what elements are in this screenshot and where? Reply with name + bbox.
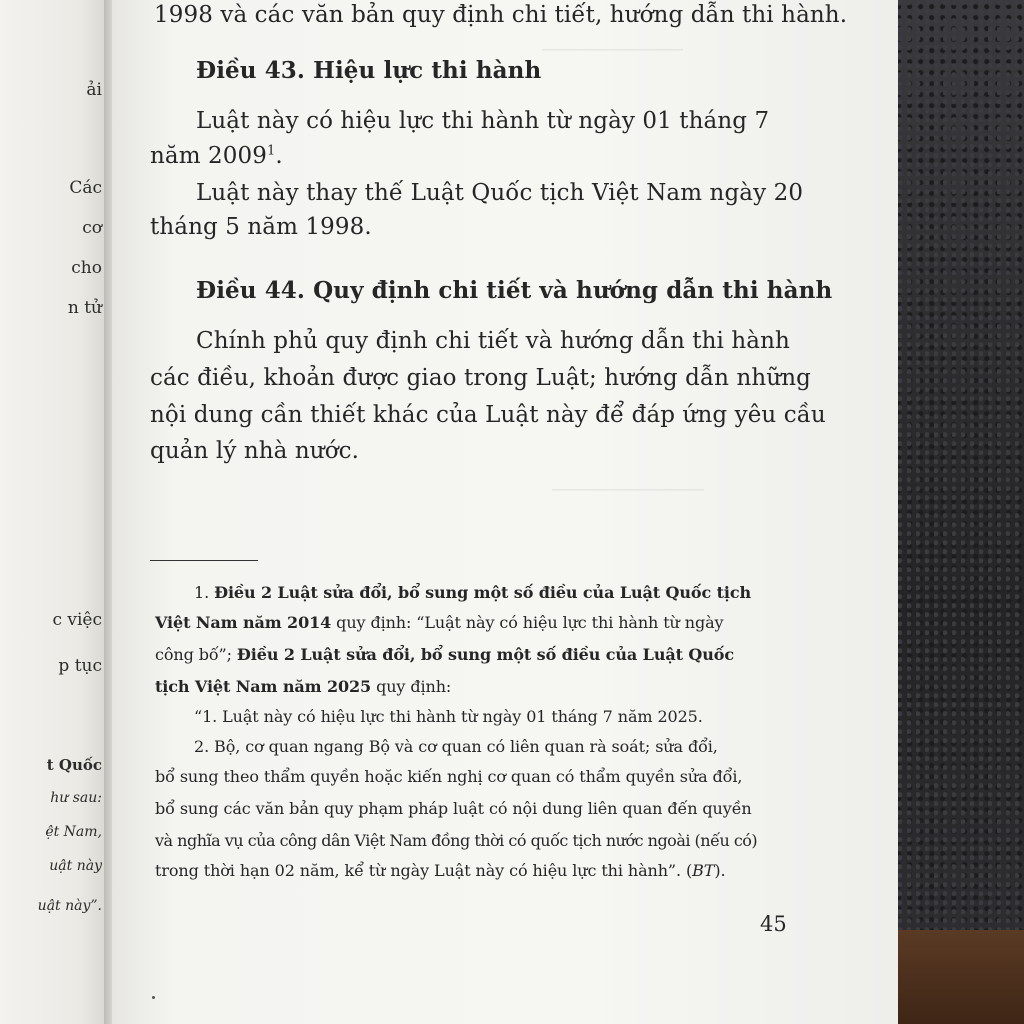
footnote-marker: 1	[266, 143, 276, 159]
footnote-text: ).	[714, 861, 726, 880]
article-43-text: tháng 5 năm 1998.	[150, 214, 372, 240]
left-page-text-fragment: t Quốc	[46, 756, 102, 774]
footnote-bold-text: tịch Việt Nam năm 2025	[155, 677, 372, 696]
article-43-text: Luật này thay thế Luật Quốc tịch Việt Nam ngày 20	[196, 180, 804, 206]
article-43-text-part: năm 2009	[150, 143, 267, 169]
continued-text-line: 1998 và các văn bản quy định chi tiết, hướng dẫn thi hành.	[154, 2, 848, 28]
footnote-line: bổ sung theo thẩm quyền hoặc kiến nghị cơ quan có thẩm quyền sửa đổi,	[155, 767, 743, 786]
show-through-text: ──────────────	[552, 480, 704, 501]
footnote-line: 2. Bộ, cơ quan ngang Bộ và cơ quan có liên quan rà soát; sửa đổi,	[194, 737, 718, 756]
footnote-text: trong thời hạn 02 năm, kể từ ngày Luật này có hiệu lực thi hành”. (	[155, 861, 693, 880]
left-page-text-fragment: p tục	[58, 656, 102, 676]
footnote-text: công bố”;	[155, 645, 237, 664]
footnote-text: quy định: “Luật này có hiệu lực thi hành từ ngày	[331, 613, 724, 632]
left-page-text-fragment: cơ	[82, 218, 102, 238]
footnote-line	[155, 860, 725, 882]
left-page-text-fragment: uật này	[49, 858, 102, 874]
wooden-desk	[880, 930, 1024, 1024]
footnote-text: 1.	[194, 583, 215, 602]
book-page	[112, 0, 898, 1024]
footnote-separator	[150, 560, 258, 561]
left-page-text-fragment: c việc	[52, 610, 102, 630]
article-43-text: Luật này có hiệu lực thi hành từ ngày 01 tháng 7	[196, 108, 770, 134]
footnote-text: quy định:	[371, 677, 452, 696]
article-43-text-part: .	[275, 143, 283, 169]
footnote-line: “1. Luật này có hiệu lực thi hành từ ngày 01 tháng 7 năm 2025.	[194, 707, 703, 726]
left-page-text-fragment: cho	[71, 258, 102, 278]
left-page-text-fragment: ệt Nam,	[45, 824, 102, 840]
left-page-text-fragment: n tử	[67, 298, 102, 318]
footnote-line	[194, 582, 751, 604]
footnote-bold-text: Điều 2 Luật sửa đổi, bổ sung một số điều của Luật Quốc	[236, 645, 734, 664]
article-44-text: Chính phủ quy định chi tiết và hướng dẫn thi hành	[196, 328, 790, 354]
page-number: 45	[760, 912, 787, 936]
article-44-text: các điều, khoản được giao trong Luật; hướng dẫn những	[150, 365, 811, 391]
footnote-line: bổ sung các văn bản quy phạm pháp luật có nội dung liên quan đến quyền	[155, 799, 752, 818]
article-43-text	[150, 141, 283, 171]
leather-background	[880, 0, 1024, 1024]
article-44-heading: Điều 44. Quy định chi tiết và hướng dẫn thi hành	[196, 277, 833, 304]
left-page-text-fragment: Các	[69, 178, 102, 198]
footnote-italic-text: BT	[692, 861, 715, 880]
footnote-bold-text: Điều 2 Luật sửa đổi, bổ sung một số điều của Luật Quốc tịch	[214, 583, 752, 602]
footnote-line	[155, 644, 734, 666]
article-43-heading: Điều 43. Hiệu lực thi hành	[196, 57, 542, 84]
footnote-line: và nghĩa vụ của công dân Việt Nam đồng thời có quốc tịch nước ngoài (nếu có)	[155, 831, 758, 850]
ink-speck	[152, 996, 155, 999]
show-through-text: ─────────────	[542, 40, 683, 61]
footnote-line	[155, 676, 451, 698]
left-page-text-fragment: hư sau:	[50, 790, 102, 806]
left-page-text-fragment: ải	[86, 80, 102, 100]
footnote-bold-text: Việt Nam năm 2014	[155, 613, 332, 632]
footnote-line	[155, 612, 723, 634]
article-44-text: nội dung cần thiết khác của Luật này để đáp ứng yêu cầu	[150, 402, 826, 428]
left-facing-page	[0, 0, 112, 1024]
left-page-text-fragment: uật này”.	[37, 898, 102, 914]
article-44-text: quản lý nhà nước.	[150, 438, 360, 464]
